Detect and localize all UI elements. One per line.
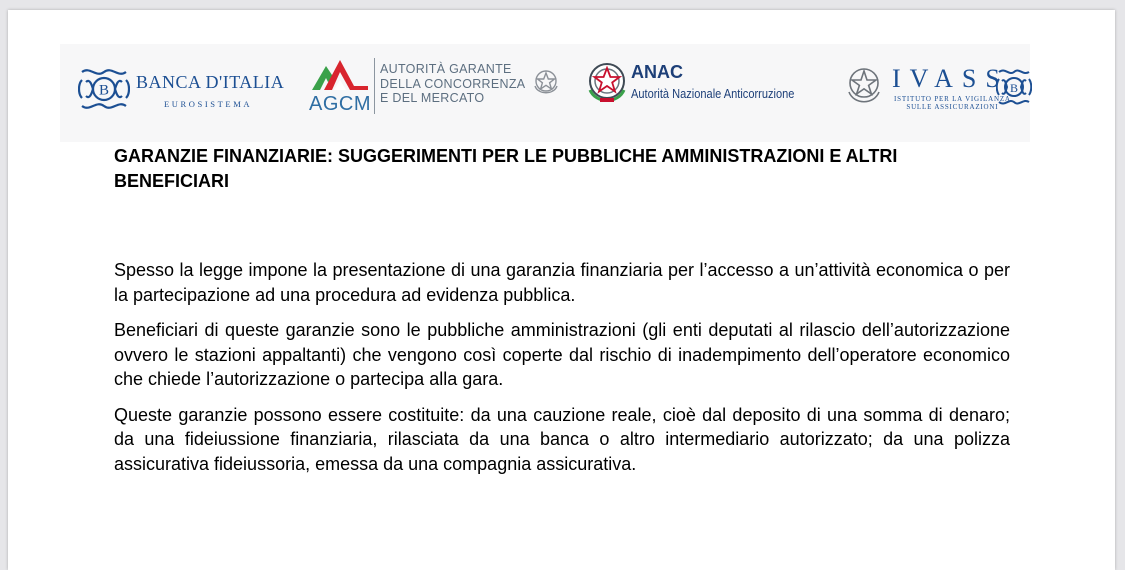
agcm-line-2: DELLA CONCORRENZA xyxy=(380,76,526,91)
agcm-logo xyxy=(310,58,540,118)
paragraph-1: Spesso la legge impone la presentazione di una garanzia finanziaria per l’accesso a un’attività economica o per la partecipazione ad una procedura ad evidenza pubblica. xyxy=(114,260,1010,305)
banca-italia-name: BANCA D'ITALIA xyxy=(136,72,285,92)
agcm-full-name xyxy=(380,62,525,106)
document-body xyxy=(114,258,1010,487)
italian-republic-emblem-icon xyxy=(586,60,628,106)
agcm-acronym: AGCM xyxy=(309,93,371,115)
anac-logo xyxy=(586,60,836,116)
banca-italia-subtitle: EUROSISTEMA xyxy=(164,99,253,109)
svg-text:B: B xyxy=(98,82,110,99)
agcm-line-3: E DEL MERCATO xyxy=(380,91,485,105)
agcm-separator xyxy=(374,58,375,114)
paragraph-3: Queste garanzie possono essere costituite: da una cauzione reale, cioè dal deposito di una somma di denaro; da una fideiussione finanziaria, rilasciata da una banca o altro intermediario autorizzato; da una polizza assicurativa fideiussoria, emessa da una compagnia assicurativa. xyxy=(114,404,1010,474)
anac-full-name: Autorità Nazionale Anticorruzione xyxy=(631,86,795,101)
agcm-line-1: AUTORITÀ GARANTE xyxy=(380,62,512,76)
svg-text:B: B xyxy=(1009,81,1019,95)
ivass-subtitle-line-2: SULLE ASSICURAZIONI xyxy=(906,103,999,111)
ivass-acronym: IVASS xyxy=(892,64,1009,93)
banca-italia-logo xyxy=(78,64,318,114)
document-page xyxy=(8,10,1115,570)
italian-republic-emblem-small-icon xyxy=(532,68,560,98)
banca-italia-emblem-icon xyxy=(78,64,130,114)
anac-acronym: ANAC xyxy=(631,62,683,82)
paragraph-2: Beneficiari di queste garanzie sono le pubbliche amministrazioni (gli enti deputati al rilascio dell’autorizzazione ovvero le stazioni appaltanti) che vengono così coperte dal rischio di inadempimento dell’operatore economico che chiede l’autorizzazione o partecipa alla gara. xyxy=(114,320,1010,389)
logo-header xyxy=(60,44,1030,142)
document-title: GARANZIE FINANZIARIE: SUGGERIMENTI PER LE PUBBLICHE AMMINISTRAZIONI E ALTRI BENEFICIARI xyxy=(114,146,898,191)
ivass-subtitle xyxy=(894,95,1011,111)
agcm-mark-icon xyxy=(310,58,372,94)
italian-republic-emblem-gray-icon xyxy=(844,64,884,108)
ivass-logo xyxy=(844,64,1030,114)
ivass-emblem-icon xyxy=(996,66,1032,108)
ivass-subtitle-line-1: ISTITUTO PER LA VIGILANZA xyxy=(894,95,1011,103)
